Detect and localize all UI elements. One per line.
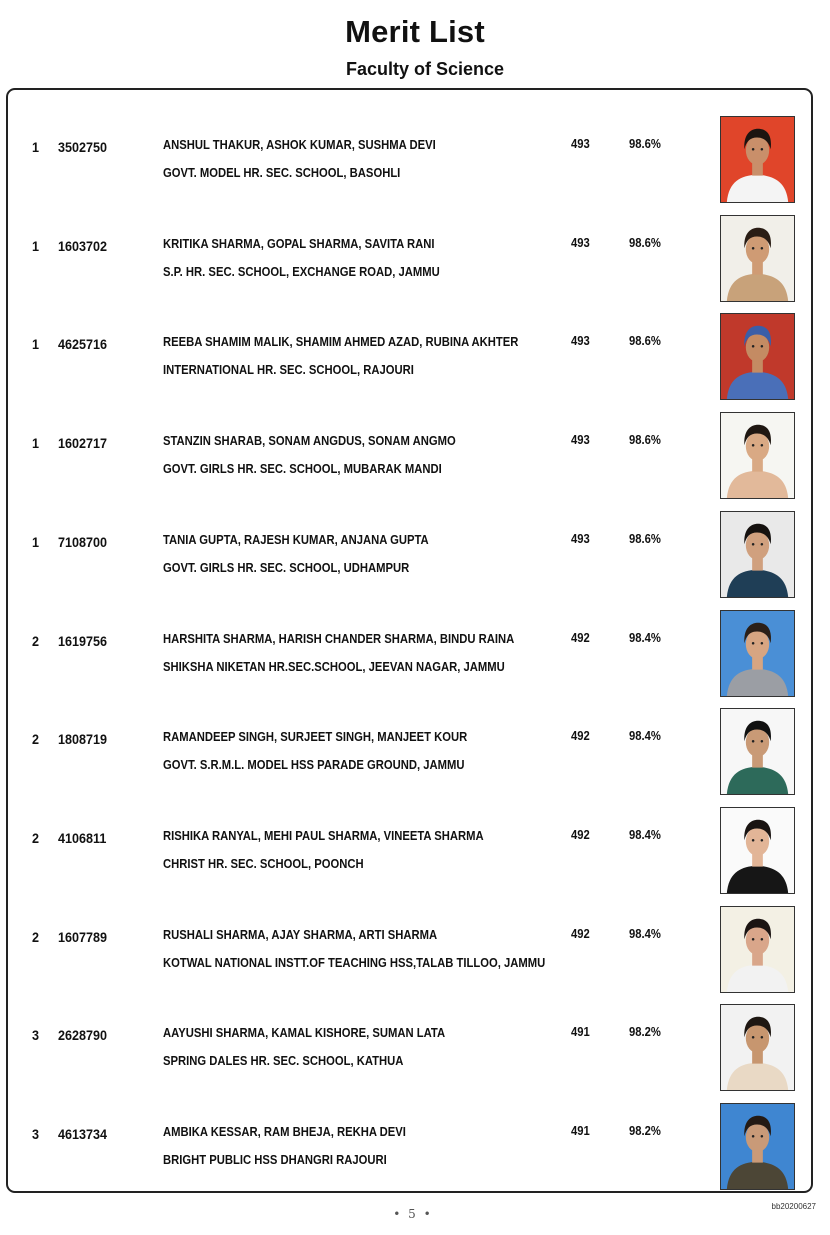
roll-number: 1808719	[58, 731, 108, 748]
school-name: KOTWAL NATIONAL INSTT.OF TEACHING HSS,TALAB TILLOO, JAMMU	[163, 955, 546, 970]
student-parent-names: HARSHITA SHARMA, HARISH CHANDER SHARMA, BINDU RAINA	[163, 631, 515, 646]
roll-number: 3502750	[58, 139, 108, 155]
rank-cell: 1	[32, 139, 40, 155]
roll-number: 1602717	[58, 435, 108, 452]
school-name: SHIKSHA NIKETAN HR.SEC.SCHOOL, JEEVAN NAGAR, JAMMU	[163, 659, 505, 674]
percentage-cell: 98.6%	[629, 334, 661, 349]
student-photo	[720, 1103, 795, 1190]
percentage-cell: 98.4%	[629, 729, 661, 744]
rank-cell: 3	[32, 1126, 40, 1142]
percentage-cell: 98.6%	[629, 235, 661, 250]
marks-cell: 491	[571, 1124, 590, 1138]
school-name: GOVT. S.R.M.L. MODEL HSS PARADE GROUND, JAMMU	[163, 758, 465, 773]
marks-cell: 493	[571, 137, 590, 151]
student-photo	[720, 412, 795, 499]
rank-cell: 2	[32, 731, 40, 748]
rank-cell: 3	[32, 1027, 40, 1044]
student-photo	[720, 906, 795, 993]
school-name: CHRIST HR. SEC. SCHOOL, POONCH	[163, 856, 364, 871]
table-row	[0, 313, 830, 411]
student-photo	[720, 807, 795, 894]
student-parent-names: KRITIKA SHARMA, GOPAL SHARMA, SAVITA RANI	[163, 236, 435, 251]
student-parent-names: REEBA SHAMIM MALIK, SHAMIM AHMED AZAD, RUBINA AKHTER	[163, 335, 519, 350]
marks-cell: 492	[571, 729, 590, 744]
roll-number: 7108700	[58, 533, 108, 550]
marks-cell: 493	[571, 531, 590, 546]
marks-cell: 493	[571, 433, 590, 448]
student-parent-names: STANZIN SHARAB, SONAM ANGDUS, SONAM ANGMO	[163, 434, 456, 449]
student-parent-names: RUSHALI SHARMA, AJAY SHARMA, ARTI SHARMA	[163, 927, 438, 942]
table-row	[0, 1103, 830, 1201]
school-name: GOVT. GIRLS HR. SEC. SCHOOL, MUBARAK MANDI	[163, 462, 442, 477]
rank-cell: 1	[32, 237, 40, 254]
portrait-icon	[721, 117, 794, 202]
portrait-icon	[721, 512, 794, 597]
student-parent-names: TANIA GUPTA, RAJESH KUMAR, ANJANA GUPTA	[163, 532, 429, 547]
portrait-icon	[721, 611, 794, 696]
student-photo	[720, 610, 795, 697]
rank-cell: 1	[32, 435, 40, 452]
rank-cell: 2	[32, 829, 40, 846]
portrait-icon	[721, 1104, 794, 1189]
table-row	[0, 906, 830, 1004]
student-photo	[720, 708, 795, 795]
percentage-cell: 98.6%	[629, 433, 661, 448]
table-row	[0, 610, 830, 708]
rank-cell: 2	[32, 632, 40, 649]
marks-cell: 492	[571, 926, 590, 941]
portrait-icon	[721, 907, 794, 992]
student-photo	[720, 1004, 795, 1091]
roll-number: 1607789	[58, 928, 108, 945]
table-row	[0, 511, 830, 609]
marks-cell: 493	[571, 334, 590, 349]
portrait-icon	[721, 314, 794, 399]
portrait-icon	[721, 216, 794, 301]
student-parent-names: RAMANDEEP SINGH, SURJEET SINGH, MANJEET KOUR	[163, 730, 468, 745]
school-name: S.P. HR. SEC. SCHOOL, EXCHANGE ROAD, JAMMU	[163, 264, 440, 279]
percentage-cell: 98.6%	[629, 137, 661, 151]
table-row	[0, 116, 830, 214]
roll-number: 4613734	[58, 1126, 108, 1142]
marks-cell: 492	[571, 827, 590, 842]
percentage-cell: 98.6%	[629, 531, 661, 546]
student-photo	[720, 215, 795, 302]
school-name: GOVT. GIRLS HR. SEC. SCHOOL, UDHAMPUR	[163, 560, 410, 575]
roll-number: 4106811	[58, 829, 107, 846]
student-parent-names: ANSHUL THAKUR, ASHOK KUMAR, SUSHMA DEVI	[163, 138, 436, 152]
school-name: GOVT. MODEL HR. SEC. SCHOOL, BASOHLI	[163, 166, 401, 180]
school-name: BRIGHT PUBLIC HSS DHANGRI RAJOURI	[163, 1153, 387, 1167]
marks-cell: 491	[571, 1025, 590, 1040]
roll-number: 4625716	[58, 336, 108, 353]
percentage-cell: 98.2%	[629, 1025, 661, 1040]
marks-cell: 492	[571, 630, 590, 645]
percentage-cell: 98.4%	[629, 630, 661, 645]
percentage-cell: 98.4%	[629, 827, 661, 842]
student-photo	[720, 511, 795, 598]
portrait-icon	[721, 413, 794, 498]
student-parent-names: RISHIKA RANYAL, MEHI PAUL SHARMA, VINEETA SHARMA	[163, 828, 484, 843]
school-name: SPRING DALES HR. SEC. SCHOOL, KATHUA	[163, 1054, 404, 1069]
table-row	[0, 807, 830, 905]
portrait-icon	[721, 808, 794, 893]
rank-cell: 1	[32, 336, 40, 353]
roll-number: 1619756	[58, 632, 108, 649]
table-row	[0, 412, 830, 510]
percentage-cell: 98.4%	[629, 926, 661, 941]
student-parent-names: AAYUSHI SHARMA, KAMAL KISHORE, SUMAN LATA	[163, 1026, 446, 1041]
rank-cell: 1	[32, 533, 40, 550]
table-row	[0, 215, 830, 313]
percentage-cell: 98.2%	[629, 1124, 661, 1138]
table-row	[0, 1004, 830, 1102]
portrait-icon	[721, 1005, 794, 1090]
page-title: Merit List	[345, 14, 485, 49]
rank-cell: 2	[32, 928, 40, 945]
roll-number: 2628790	[58, 1027, 108, 1044]
student-photo	[720, 313, 795, 400]
portrait-icon	[721, 709, 794, 794]
student-parent-names: AMBIKA KESSAR, RAM BHEJA, REKHA DEVI	[163, 1125, 406, 1139]
student-photo	[720, 116, 795, 203]
roll-number: 1603702	[58, 237, 108, 254]
faculty-subtitle: Faculty of Science	[345, 59, 505, 79]
table-row	[0, 708, 830, 806]
document-code: bb20200627	[771, 1202, 816, 1211]
page-number: • 5 •	[393, 1207, 433, 1221]
school-name: INTERNATIONAL HR. SEC. SCHOOL, RAJOURI	[163, 363, 414, 378]
marks-cell: 493	[571, 235, 590, 250]
